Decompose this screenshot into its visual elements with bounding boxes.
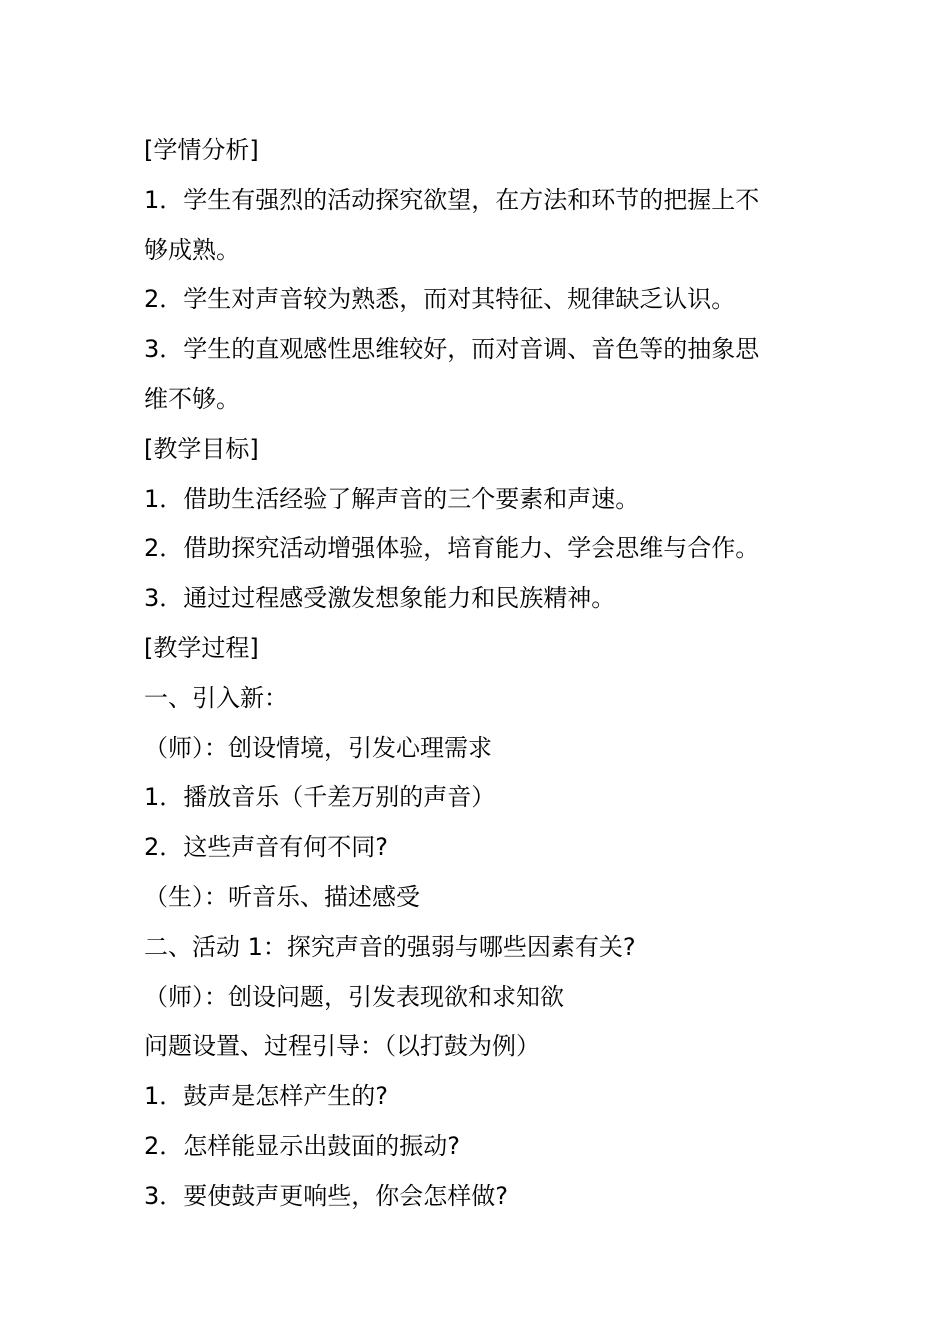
paragraph-line: （生）：听音乐、描述感受 xyxy=(144,882,420,911)
paragraph-line: （师）：创设情境，引发心理需求 xyxy=(144,733,492,762)
paragraph-line: 够成熟。 xyxy=(144,235,240,264)
section-heading-teaching-process: [教学过程] xyxy=(144,633,259,662)
paragraph-line: 2．学生对声音较为熟悉，而对其特征、规律缺乏认识。 xyxy=(144,285,736,314)
paragraph-line: 2．这些声音有何不同? xyxy=(144,833,389,862)
paragraph-line: 1．鼓声是怎样产生的? xyxy=(144,1082,389,1111)
document-body xyxy=(144,126,814,1222)
paragraph-line: 一、引入新： xyxy=(144,683,288,712)
paragraph-line: 问题设置、过程引导：（以打鼓为例） xyxy=(144,1032,540,1061)
paragraph-line: 3．通过过程感受激发想象能力和民族精神。 xyxy=(144,584,616,613)
paragraph-line: 二、活动 1：探究声音的强弱与哪些因素有关? xyxy=(144,932,636,961)
paragraph-line: 维不够。 xyxy=(144,384,240,413)
paragraph-line: 3．要使鼓声更响些，你会怎样做? xyxy=(144,1181,509,1210)
section-heading-teaching-goals: [教学目标] xyxy=(144,434,259,463)
paragraph-line: 2．怎样能显示出鼓面的振动? xyxy=(144,1131,461,1160)
paragraph-line: 1．借助生活经验了解声音的三个要素和声速。 xyxy=(144,484,640,513)
paragraph-line: 1．播放音乐（千差万别的声音） xyxy=(144,783,496,812)
paragraph-line: 2．借助探究活动增强体验，培育能力、学会思维与合作。 xyxy=(144,534,760,563)
paragraph-line: （师）：创设问题，引发表现欲和求知欲 xyxy=(144,982,564,1011)
section-heading-student-analysis: [学情分析] xyxy=(144,136,259,164)
paragraph-line: 1．学生有强烈的活动探究欲望，在方法和环节的把握上不 xyxy=(144,185,760,214)
paragraph-line: 3．学生的直观感性思维较好，而对音调、音色等的抽象思 xyxy=(144,335,760,364)
